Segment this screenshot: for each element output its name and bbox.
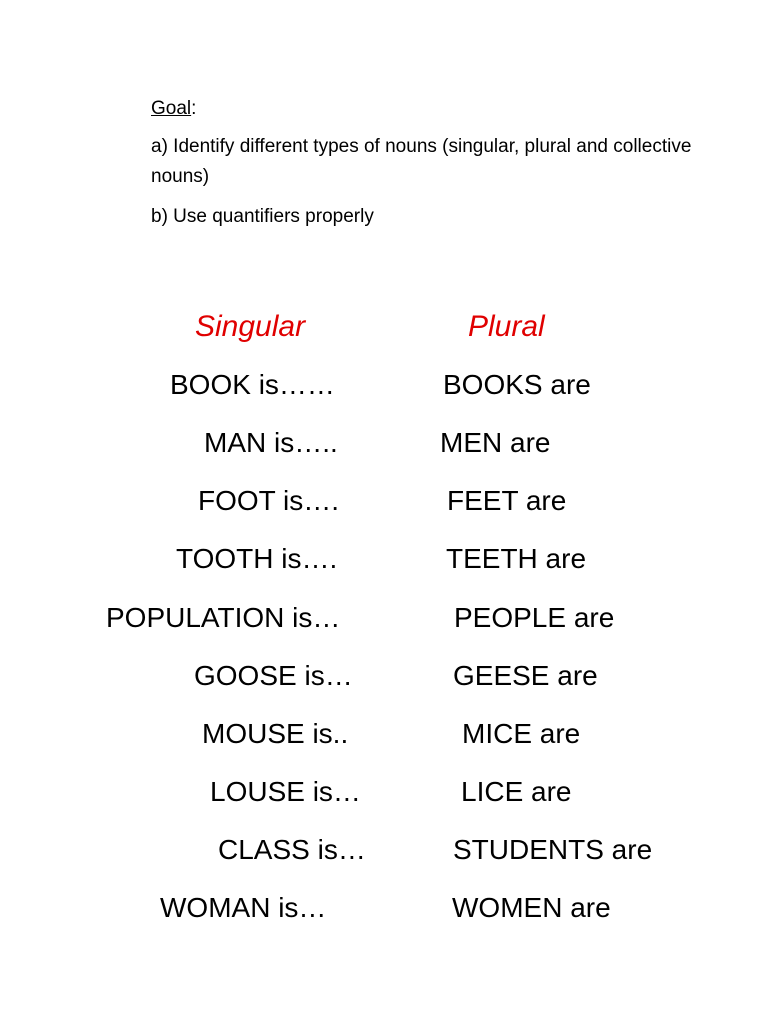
singular-word-3: FOOT is…. [198, 485, 340, 516]
plural-word-4: TEETH are [446, 543, 587, 574]
singular-word-6: GOOSE is… [194, 660, 353, 691]
goal-item-a: a) Identify different types of nouns (singular, plural and collective nouns) [151, 136, 692, 187]
goal-title-text: Goal [151, 98, 192, 119]
plural-word-5: PEOPLE are [454, 602, 615, 633]
goal-item-b: b) Use quantifiers properly [151, 206, 374, 227]
plural-heading: Plural [468, 310, 545, 343]
plural-word-7: MICE are [462, 718, 581, 749]
plural-word-10: WOMEN are [452, 892, 611, 923]
plural-word-1: BOOKS are [443, 369, 591, 400]
singular-word-5: POPULATION is… [106, 602, 341, 633]
singular-word-9: CLASS is… [218, 834, 366, 865]
singular-word-2: MAN is….. [204, 427, 338, 458]
goal-title-colon: : [191, 98, 197, 119]
singular-word-8: LOUSE is… [210, 776, 361, 807]
plural-word-2: MEN are [440, 427, 551, 458]
goal-section [151, 94, 711, 242]
plural-word-9: STUDENTS are [453, 834, 653, 865]
singular-heading: Singular [195, 310, 306, 343]
singular-word-7: MOUSE is.. [202, 718, 349, 749]
plural-word-3: FEET are [447, 485, 567, 516]
plural-word-8: LICE are [461, 776, 572, 807]
singular-word-10: WOMAN is… [160, 892, 327, 923]
plural-word-6: GEESE are [453, 660, 598, 691]
singular-word-1: BOOK is…… [170, 369, 335, 400]
goal-title [151, 94, 711, 124]
singular-word-4: TOOTH is…. [176, 543, 338, 574]
